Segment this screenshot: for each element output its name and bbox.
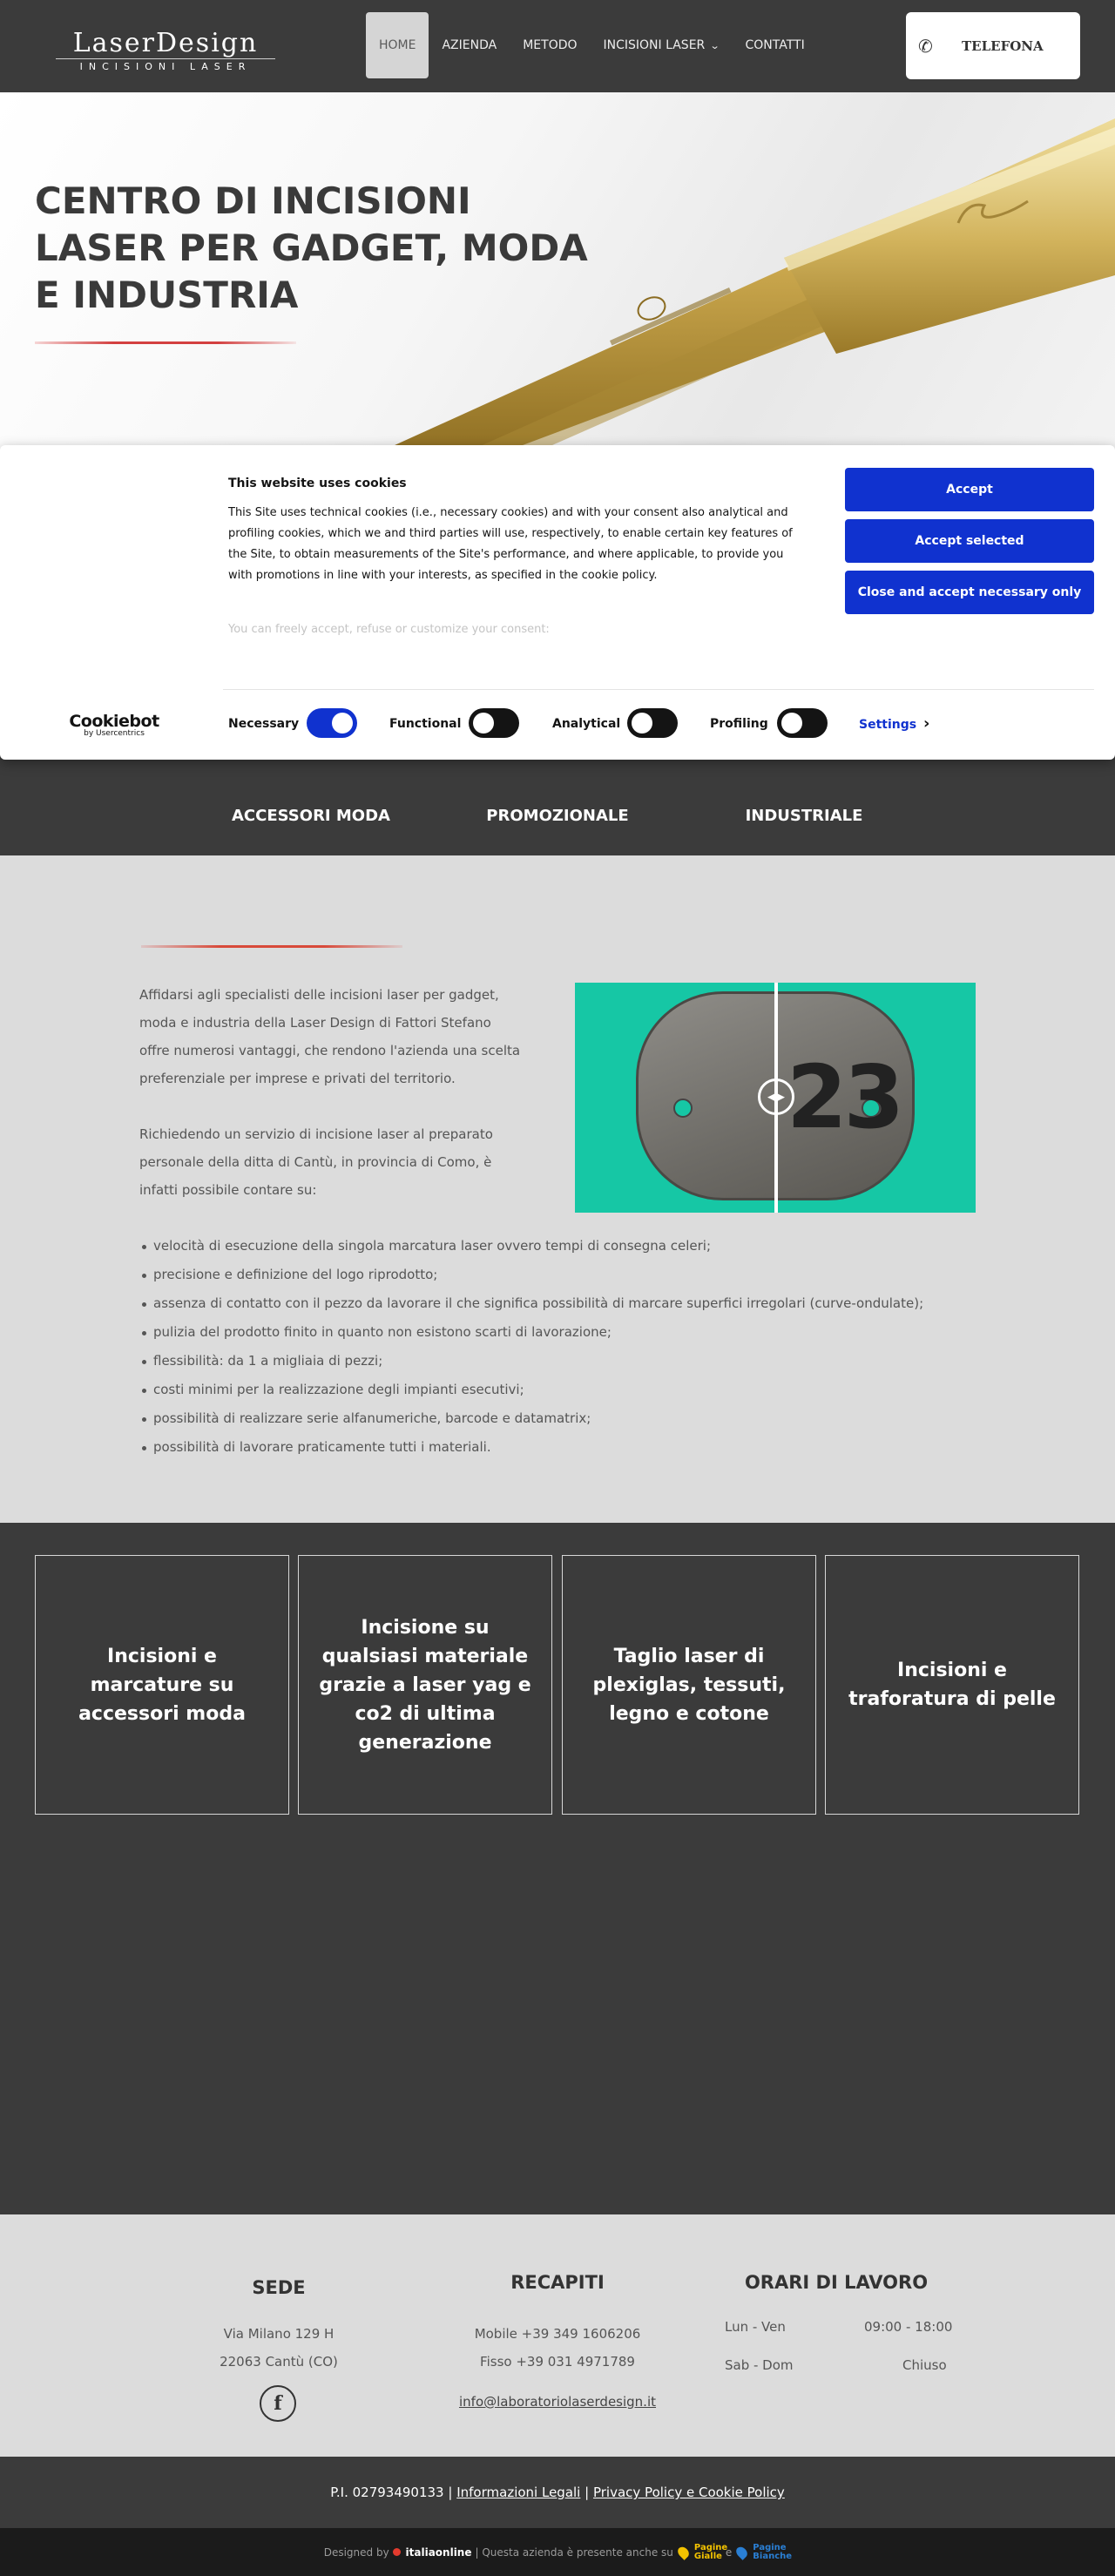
chevron-right-icon[interactable]: › bbox=[923, 714, 930, 733]
tag-hole bbox=[673, 1099, 693, 1118]
orari-days: Lun - Ven bbox=[725, 2319, 786, 2335]
orari-days: Sab - Dom bbox=[725, 2357, 794, 2373]
mobile-phone[interactable]: Mobile +39 349 1606206 bbox=[474, 2326, 641, 2342]
list-item: precisione e definizione del logo riprodotto; bbox=[153, 1261, 923, 1289]
toggle-knob bbox=[473, 713, 494, 734]
service-card-label: Incisione su qualsiasi materiale grazie a laser yag e co2 di ultima generazione bbox=[319, 1616, 531, 1754]
pagine-gialle-logo[interactable]: Pagine Gialle bbox=[693, 2542, 728, 2561]
pagine-bianche-icon bbox=[734, 2545, 750, 2560]
category-label-industriale[interactable]: INDUSTRIALE bbox=[745, 807, 863, 825]
list-item: assenza di contatto con il pezzo da lavorare il che significa possibilità di marcare superfici irregolari (curve-ondulate); bbox=[153, 1289, 923, 1318]
nav-incisioni-laser[interactable] bbox=[591, 12, 733, 78]
hero-section bbox=[0, 92, 1115, 458]
toggle-label-analytical: Analytical bbox=[552, 717, 621, 731]
cookie-accept-button[interactable]: Accept bbox=[845, 468, 1094, 511]
sede-address-line: 22063 Cantù (CO) bbox=[220, 2354, 338, 2370]
cookie-necessary-only-button[interactable]: Close and accept necessary only bbox=[845, 571, 1094, 614]
list-item: flessibilità: da 1 a migliaia di pezzi; bbox=[153, 1347, 923, 1376]
landline-phone[interactable]: Fisso +39 031 4971789 bbox=[480, 2354, 635, 2370]
credit-and: e bbox=[725, 2546, 733, 2559]
logo-sub-text: INCISIONI LASER bbox=[79, 61, 252, 72]
service-card-pelle[interactable] bbox=[825, 1555, 1079, 1815]
cookie-text: This Site uses technical cookies (i.e., necessary cookies) and with your consent also analytical and profiling cookies, which we and third parties will use, respectively, to enable certain key features of the Site, to obtain measurements of the Site's performance, and where applicable, to provide you with promotions in line with your interests, as specified in the cookie policy. bbox=[228, 506, 793, 582]
toggle-analytical[interactable] bbox=[627, 708, 678, 738]
sede-title: SEDE bbox=[252, 2277, 306, 2298]
service-card-accessori-moda[interactable] bbox=[35, 1555, 289, 1815]
main-nav bbox=[366, 12, 818, 78]
intro-divider bbox=[141, 945, 402, 948]
nav-home[interactable] bbox=[366, 12, 429, 78]
orari-title: ORARI DI LAVORO bbox=[744, 2272, 929, 2293]
toggle-knob bbox=[632, 713, 652, 734]
legal-bar bbox=[0, 2457, 1115, 2528]
nav-home-label: HOME bbox=[379, 38, 416, 52]
cookiebot-logo-text: Cookiebot bbox=[69, 712, 159, 731]
cookiebot-logo-sub: by Usercentrics bbox=[84, 729, 145, 738]
facebook-icon[interactable]: f bbox=[260, 2385, 296, 2422]
nav-metodo-label: METODO bbox=[523, 38, 578, 52]
cookiebot-logo bbox=[66, 712, 162, 738]
list-item: costi minimi per la realizzazione degli impianti esecutivi; bbox=[153, 1376, 923, 1404]
credit-prefix: Designed by bbox=[323, 2546, 389, 2559]
intro-paragraph-2: Richiedendo un servizio di incisione laser al preparato personale della ditta di Cantù, in provincia di Como, è infatti possibile contare su: bbox=[139, 1126, 493, 1198]
nav-incisioni-label: INCISIONI LASER bbox=[603, 38, 706, 52]
site-logo[interactable] bbox=[56, 30, 275, 72]
service-card-qualsiasi-materiale[interactable] bbox=[298, 1555, 552, 1815]
hero-divider bbox=[35, 341, 296, 344]
cookie-banner bbox=[0, 445, 1115, 760]
toggle-label-functional: Functional bbox=[389, 717, 462, 731]
italiaonline-logo[interactable]: italiaonline bbox=[405, 2546, 472, 2559]
intro-section bbox=[0, 855, 1115, 1523]
phone-button-label: TELEFONA bbox=[962, 37, 1044, 54]
category-label-accessori-moda[interactable]: ACCESSORI MODA bbox=[232, 807, 390, 825]
phone-icon: ✆ bbox=[918, 35, 933, 57]
list-item: possibilità di lavorare praticamente tutti i materiali. bbox=[153, 1433, 923, 1462]
footer-info bbox=[0, 2214, 1115, 2457]
toggle-profiling[interactable] bbox=[777, 708, 828, 738]
hero-title: CENTRO DI INCISIONI LASER PER GADGET, MODA E INDUSTRIA bbox=[35, 179, 588, 316]
pagine-bianche-logo[interactable]: Pagine Bianche bbox=[753, 2542, 793, 2561]
category-label-promozionale[interactable]: PROMOZIONALE bbox=[486, 807, 629, 825]
service-card-label: Incisioni e traforatura di pelle bbox=[848, 1660, 1056, 1710]
advantages-list bbox=[153, 1232, 923, 1462]
nav-azienda[interactable] bbox=[429, 12, 510, 78]
toggle-label-profiling: Profiling bbox=[710, 717, 768, 731]
intro-paragraph-1: Affidarsi agli specialisti delle incisioni laser per gadget, moda e industria della Laser Design di Fattori Stefano offre numerosi vantaggi, che rendono l'azienda una scelta preferenziale per imprese e privati del territorio. bbox=[139, 987, 521, 1086]
logo-divider bbox=[56, 58, 275, 59]
cookie-accept-selected-button[interactable]: Accept selected bbox=[845, 519, 1094, 563]
nav-contatti[interactable] bbox=[733, 12, 818, 78]
phone-button[interactable] bbox=[906, 12, 1080, 79]
legal-separator: | bbox=[585, 2485, 590, 2500]
legal-info-link[interactable]: Informazioni Legali bbox=[456, 2485, 581, 2500]
site-header bbox=[0, 0, 1115, 92]
toggle-necessary[interactable] bbox=[307, 708, 357, 738]
pagine-gialle-icon bbox=[676, 2545, 692, 2560]
toggle-label-necessary: Necessary bbox=[228, 717, 300, 731]
toggle-knob bbox=[332, 713, 353, 734]
sede-address-line: Via Milano 129 H bbox=[223, 2326, 334, 2342]
nav-contatti-label: CONTATTI bbox=[745, 38, 805, 52]
cookie-settings-link[interactable]: Settings bbox=[859, 718, 917, 732]
nav-metodo[interactable] bbox=[510, 12, 590, 78]
credit-middle-text: | Questa azienda è presente anche su bbox=[475, 2546, 673, 2559]
toggle-functional[interactable] bbox=[469, 708, 519, 738]
orari-hours: 09:00 - 18:00 bbox=[864, 2319, 953, 2335]
chevron-down-icon: ⌄ bbox=[709, 39, 720, 51]
list-item: velocità di esecuzione della singola marcatura laser ovvero tempi di consegna celeri; bbox=[153, 1232, 923, 1261]
toggle-knob bbox=[781, 713, 802, 734]
before-after-image[interactable] bbox=[575, 983, 976, 1213]
service-card-label: Taglio laser di plexiglas, tessuti, legno e cotone bbox=[592, 1645, 786, 1725]
services-section bbox=[0, 1523, 1115, 2214]
service-card-taglio-laser[interactable] bbox=[562, 1555, 816, 1815]
cookie-text-faded: You can freely accept, refuse or customize your consent: bbox=[228, 623, 550, 636]
email-link[interactable]: info@laboratoriolaserdesign.it bbox=[458, 2394, 657, 2410]
cookie-separator bbox=[223, 689, 1094, 690]
piva-text: P.I. 02793490133 | bbox=[330, 2485, 453, 2500]
recapiti-title: RECAPITI bbox=[510, 2272, 605, 2293]
cookie-title: This website uses cookies bbox=[228, 477, 407, 490]
service-card-label: Incisioni e marcature su accessori moda bbox=[78, 1645, 246, 1725]
italiaonline-logo-icon bbox=[393, 2548, 401, 2556]
list-item: possibilità di realizzare serie alfanumeriche, barcode e datamatrix; bbox=[153, 1404, 923, 1433]
compare-handle-icon[interactable]: ◀▶ bbox=[758, 1078, 794, 1115]
logo-main-text: LaserDesign bbox=[72, 28, 259, 58]
credit-bar bbox=[0, 2528, 1115, 2576]
privacy-policy-link[interactable]: Privacy Policy e Cookie Policy bbox=[592, 2485, 785, 2500]
tag-engraved-number: 23 bbox=[787, 1046, 902, 1148]
orari-hours: Chiuso bbox=[902, 2357, 947, 2373]
nav-azienda-label: AZIENDA bbox=[442, 38, 497, 52]
list-item: pulizia del prodotto finito in quanto non esistono scarti di lavorazione; bbox=[153, 1318, 923, 1347]
